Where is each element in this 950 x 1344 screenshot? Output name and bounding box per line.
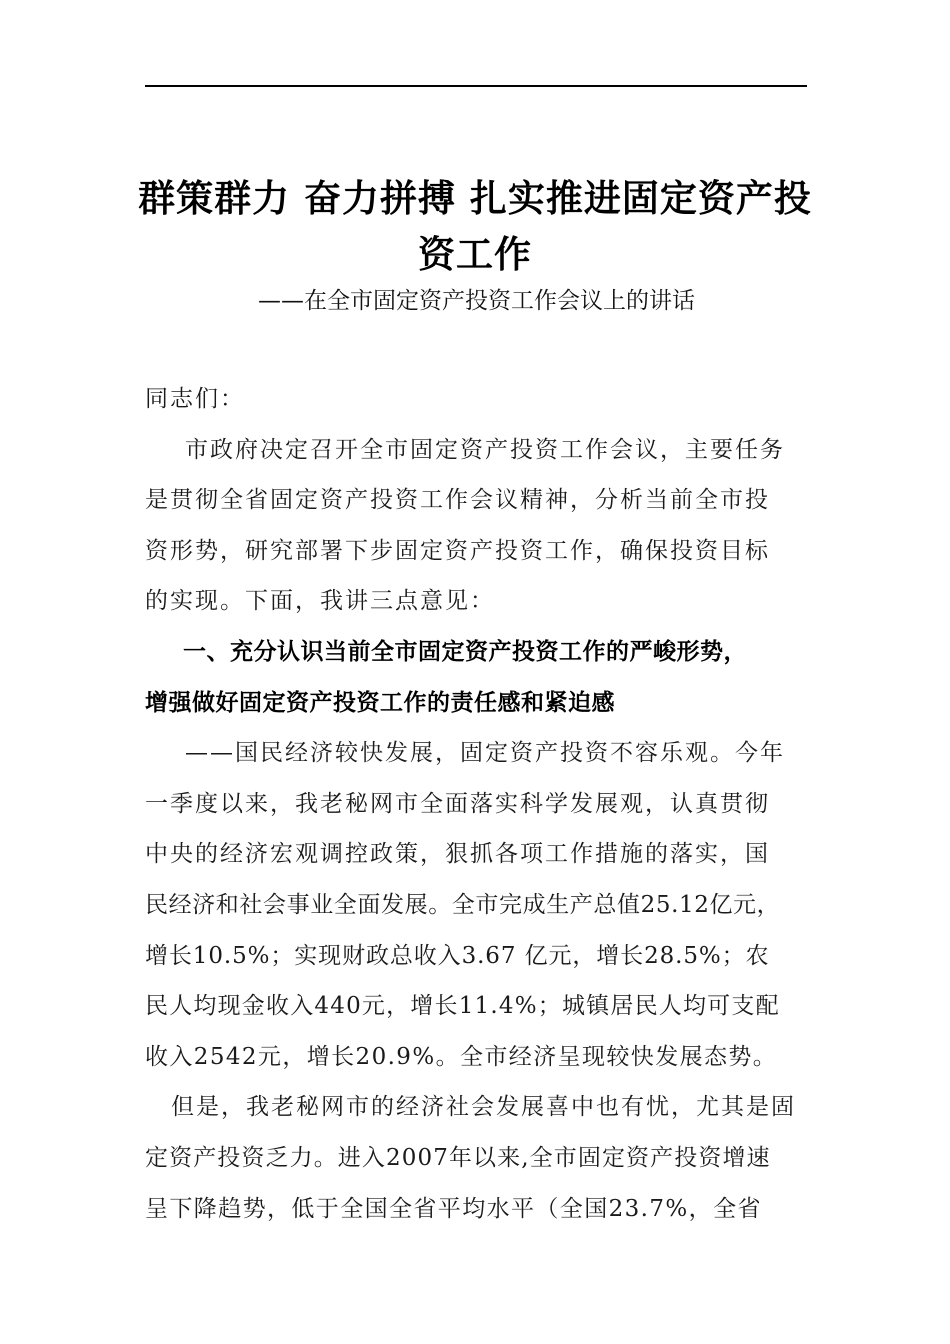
body-line: 民经济和社会事业全面发展。全市完成生产总值25.12亿元，	[145, 891, 781, 918]
section-heading: 一、充分认识当前全市固定资产投资工作的严峻形势，	[183, 638, 747, 665]
body-line: 市政府决定召开全市固定资产投资工作会议，主要任务	[185, 436, 785, 463]
body-line: ——国民经济较快发展，固定资产投资不容乐观。今年	[185, 740, 785, 767]
title-line-2: 资工作	[418, 232, 532, 276]
document-subtitle: ——在全市固定资产投资工作会议上的讲话	[258, 288, 695, 314]
title-line-1: 群策群力 奋力拼搏 扎实推进固定资产投	[138, 176, 812, 220]
body-line: 资形势，研究部署下步固定资产投资工作，确保投资目标	[145, 537, 770, 564]
body-line: 民人均现金收入440元，增长11.4%；城镇居民人均可支配	[145, 993, 780, 1020]
section-heading: 增强做好固定资产投资工作的责任感和紧迫感	[145, 689, 615, 716]
body-line: 但是，我老秘网市的经济社会发展喜中也有忧，尤其是固	[171, 1094, 796, 1121]
body-line: 定资产投资乏力。进入2007年以来,全市固定资产投资增速	[145, 1144, 771, 1171]
body-line: 中央的经济宏观调控政策，狠抓各项工作措施的落实，国	[145, 841, 770, 868]
body-line: 收入2542元，增长20.9%。全市经济呈现较快发展态势。	[145, 1043, 778, 1070]
document-title	[120, 170, 830, 282]
body-line: 呈下降趋势，低于全国全省平均水平（全国23.7%，全省	[145, 1195, 762, 1222]
body-line: 增长10.5%；实现财政总收入3.67 亿元，增长28.5%；农	[145, 942, 770, 969]
body-line: 是贯彻全省固定资产投资工作会议精神，分析当前全市投	[145, 487, 770, 514]
document-body	[145, 374, 825, 1234]
body-line: 的实现。下面，我讲三点意见：	[145, 588, 495, 615]
body-line: 一季度以来，我老秘网市全面落实科学发展观，认真贯彻	[145, 790, 770, 817]
header-rule	[145, 85, 807, 87]
salutation: 同志们：	[145, 386, 245, 412]
